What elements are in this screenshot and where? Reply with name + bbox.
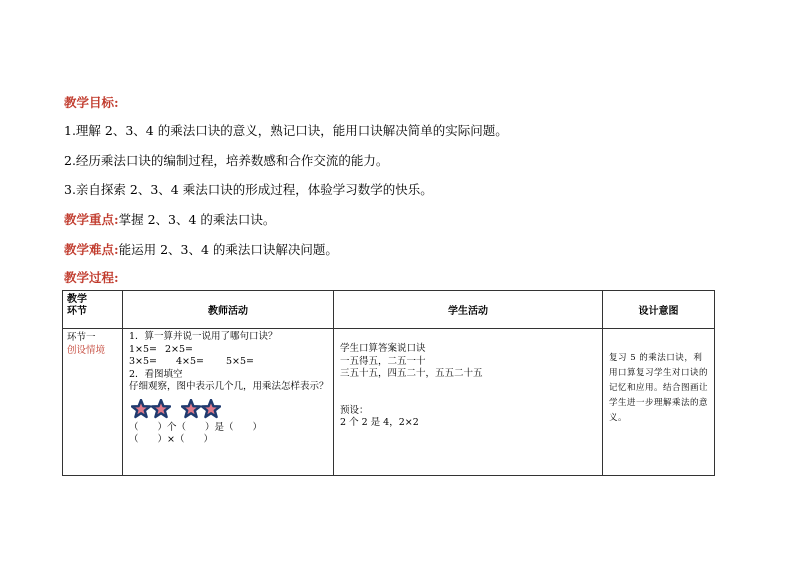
header-student: 学生活动	[334, 291, 603, 329]
header-stage	[63, 291, 123, 329]
fill-blank-1: （ ）个（ ）是（ ）	[129, 421, 263, 433]
student-line-2: 一五得五，二五一十	[340, 355, 426, 367]
star-icon	[131, 399, 151, 419]
question-1: 1．算一算并说一说用了哪句口诀？	[129, 331, 278, 342]
header-teacher: 教师活动	[123, 291, 334, 329]
mult-item: 2×5=	[165, 343, 194, 355]
difficulty-label: 教学难点:	[64, 242, 119, 257]
student-line-1: 学生口算答案说口诀	[340, 343, 426, 354]
lesson-process-table	[62, 290, 715, 476]
mult-item: 4×5=	[176, 356, 205, 367]
key-point-label: 教学重点:	[64, 212, 119, 227]
table-row	[63, 329, 715, 476]
mult-row-2	[129, 356, 333, 369]
header-stage-line2: 环节	[67, 306, 87, 317]
stage-name: 环节一	[67, 332, 96, 343]
objectives-heading: 教学目标:	[64, 95, 119, 110]
table-header-row	[63, 291, 715, 329]
header-stage-line1: 教学	[67, 294, 87, 305]
fill-blank-2: （ ）×（ ）	[129, 434, 213, 445]
mult-item: 1×5=	[129, 343, 158, 355]
mult-row-1	[129, 344, 333, 357]
mult-item: 5×5=	[226, 356, 255, 367]
objective-item-3: 3.亲自探索 2、3、4 乘法口诀的形成过程，体验学习数学的快乐。	[64, 182, 433, 197]
stage-subtitle: 创设情境	[67, 344, 106, 356]
objective-item-2: 2.经历乘法口诀的编制过程，培养数感和合作交流的能力。	[64, 153, 389, 168]
star-icon	[181, 399, 201, 419]
design-intent-cell	[603, 329, 715, 476]
preset-text: 2 个 2 是 4，2×2	[340, 417, 419, 428]
key-point	[64, 210, 275, 228]
key-point-text: 掌握 2、3、4 的乘法口诀。	[118, 212, 276, 227]
star-icon	[151, 399, 171, 419]
star-icon	[201, 399, 221, 419]
process-heading: 教学过程:	[64, 270, 119, 285]
difficulty-text: 能运用 2、3、4 的乘法口诀解决问题。	[118, 242, 338, 257]
header-design: 设计意图	[603, 291, 715, 329]
question-2: 2．看图填空	[129, 368, 183, 380]
question-2-prompt: 仔细观察，图中表示几个几，用乘法怎样表示？	[129, 381, 329, 392]
student-line-3: 三五十五，四五二十，五五二十五	[340, 368, 483, 379]
preset-label: 预设：	[340, 404, 369, 416]
objective-item-1: 1.理解 2、3、4 的乘法口诀的意义，熟记口诀，能用口诀解决简单的实际问题。	[64, 123, 508, 138]
teacher-activity-cell	[123, 329, 334, 476]
difficulty	[64, 240, 338, 258]
student-activity-cell	[334, 329, 603, 476]
stage-cell	[63, 329, 123, 476]
mult-item: 3×5=	[129, 356, 158, 367]
star-picture	[131, 396, 333, 422]
design-intent-text: 复习 5 的乘法口诀，利用口算复习学生对口诀的记忆和应用。结合图画让学生进一步理解乘法的意义。	[609, 353, 709, 423]
